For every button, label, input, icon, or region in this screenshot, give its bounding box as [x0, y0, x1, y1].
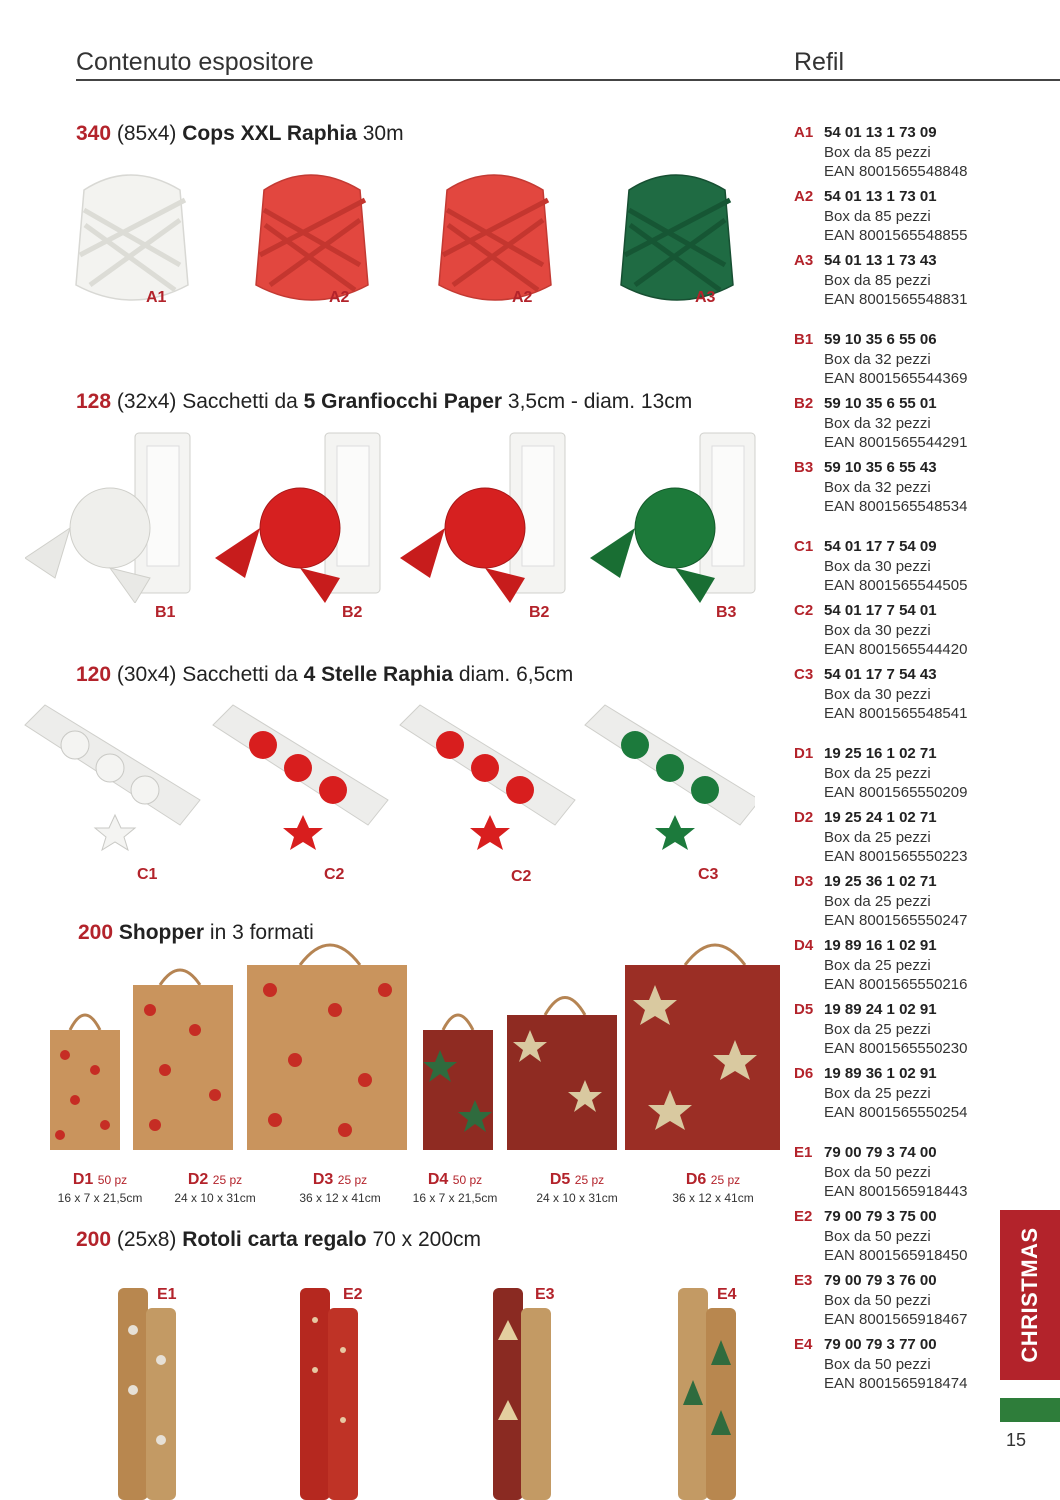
bow-package [400, 433, 565, 603]
refil-box: Box da 25 pezzi [824, 1084, 931, 1102]
product-code: B2 [342, 604, 363, 621]
refil-ean: EAN 8001565550247 [824, 912, 968, 929]
refil-entry [794, 1064, 967, 1123]
refil-ean: EAN 8001565918450 [824, 1247, 968, 1264]
gift-rolls-image [110, 1280, 760, 1500]
shopper-code: D1 [72, 1171, 94, 1188]
bows-image [25, 428, 770, 603]
product-code: C3 [698, 866, 719, 883]
category-tab [1000, 1210, 1060, 1380]
refil-title: Refil [794, 48, 845, 76]
refil-article-number: 54 01 17 7 54 09 [824, 538, 937, 555]
shopper-dimensions: 16 x 7 x 21,5cm [412, 1191, 498, 1205]
product-code: A2 [512, 289, 533, 306]
section-post: 30m [356, 122, 404, 145]
shopper-label [648, 1171, 778, 1205]
shopper-label [390, 1171, 520, 1205]
refil-article-number: 79 00 79 3 75 00 [824, 1208, 937, 1225]
shopper-dimensions: 16 x 7 x 21,5cm [57, 1191, 143, 1205]
section-post: 3,5cm - diam. 13cm [502, 390, 693, 413]
section-title-rolls [76, 1228, 481, 1252]
refil-ean: EAN 8001565550223 [824, 848, 968, 865]
refil-article-number: 19 89 16 1 02 91 [824, 937, 937, 954]
section-pre: (30x4) Sacchetti da [111, 663, 304, 686]
refil-ean: EAN 8001565918443 [824, 1183, 968, 1200]
product-code: E2 [343, 1286, 363, 1303]
refil-article-number: 19 25 24 1 02 71 [824, 809, 937, 826]
gift-roll [300, 1288, 358, 1500]
refil-article-number: 54 01 13 1 73 01 [824, 188, 937, 205]
shopper-bag [133, 970, 233, 1150]
product-code: A1 [146, 289, 167, 306]
refil-entry [794, 665, 967, 724]
product-code: C2 [511, 868, 532, 885]
shopper-code: D6 [685, 1171, 707, 1188]
shopper-code: D5 [549, 1171, 571, 1188]
refil-entry [794, 251, 967, 310]
refil-article-number: 59 10 35 6 55 01 [824, 395, 937, 412]
shopper-dimensions: 24 x 10 x 31cm [174, 1191, 256, 1205]
refil-ean: EAN 8001565548831 [824, 291, 968, 308]
product-code: B2 [529, 604, 550, 621]
gift-roll [493, 1288, 551, 1500]
shopper-quantity: 25 pz [337, 1173, 368, 1187]
refil-ean: EAN 8001565548534 [824, 498, 968, 515]
shopper-bag [50, 1015, 120, 1150]
refil-box: Box da 32 pezzi [824, 478, 931, 496]
refil-article-number: 19 25 16 1 02 71 [824, 745, 937, 762]
refil-code: D1 [794, 745, 814, 762]
section-quantity: 128 [76, 390, 112, 413]
gift-roll [118, 1288, 176, 1500]
raphia-spool [621, 175, 733, 300]
refil-article-number: 54 01 17 7 54 43 [824, 666, 937, 683]
color-bar [1000, 1398, 1060, 1422]
refil-code: A3 [794, 252, 814, 269]
shopper-label [35, 1171, 165, 1205]
refil-code: E3 [794, 1272, 813, 1289]
refil-entry [794, 1207, 967, 1266]
refil-ean: EAN 8001565544505 [824, 577, 968, 594]
refil-box: Box da 30 pezzi [824, 557, 931, 575]
section-product: Cops XXL Raphia [182, 122, 357, 145]
page-title: Contenuto espositore [76, 48, 314, 76]
refil-box: Box da 25 pezzi [824, 1020, 931, 1038]
shopper-label [275, 1171, 405, 1205]
refil-box: Box da 30 pezzi [824, 621, 931, 639]
refil-entry [794, 872, 967, 931]
refil-code: D3 [794, 873, 814, 890]
shopper-label [150, 1171, 280, 1205]
product-code: E3 [535, 1286, 555, 1303]
section-title-stars [76, 663, 573, 687]
refil-article-number: 54 01 17 7 54 01 [824, 602, 937, 619]
refil-entry [794, 187, 967, 246]
shopper-bag [423, 1015, 493, 1150]
section-quantity: 340 [76, 122, 112, 145]
refil-code: B2 [794, 395, 814, 412]
section-product: 5 Granfiocchi Paper [303, 390, 503, 413]
star-package [585, 705, 755, 850]
bow-package [215, 433, 380, 603]
refil-box: Box da 25 pezzi [824, 956, 931, 974]
refil-code: D2 [794, 809, 814, 826]
gift-roll [678, 1288, 736, 1500]
star-package [400, 705, 575, 850]
section-title-bows [76, 390, 692, 414]
refil-box: Box da 85 pezzi [824, 143, 931, 161]
refil-entry [794, 1143, 967, 1202]
refil-code: E4 [794, 1336, 813, 1353]
refil-code: D4 [794, 937, 814, 954]
shopper-code: D2 [187, 1171, 209, 1188]
refil-box: Box da 25 pezzi [824, 892, 931, 910]
section-post: diam. 6,5cm [453, 663, 574, 686]
shopper-dimensions: 36 x 12 x 41cm [672, 1191, 754, 1205]
shopper-quantity: 25 pz [212, 1173, 243, 1187]
shopper-quantity: 50 pz [97, 1173, 128, 1187]
bow-package [25, 433, 190, 603]
refil-box: Box da 32 pezzi [824, 414, 931, 432]
refil-entry [794, 330, 967, 389]
refil-code: B1 [794, 331, 814, 348]
product-code: E1 [157, 1286, 177, 1303]
refil-ean: EAN 8001565548855 [824, 227, 968, 244]
section-product: 4 Stelle Raphia [303, 663, 454, 686]
raphia-spools-image [60, 165, 780, 315]
section-quantity: 200 [78, 921, 114, 944]
refil-article-number: 59 10 35 6 55 43 [824, 459, 937, 476]
refil-code: E2 [794, 1208, 813, 1225]
section-pre: (32x4) Sacchetti da [111, 390, 304, 413]
refil-code: D5 [794, 1001, 814, 1018]
refil-entry [794, 458, 967, 517]
raphia-spool [256, 175, 368, 300]
refil-code: A1 [794, 124, 814, 141]
raphia-spool [76, 175, 188, 300]
refil-entry [794, 123, 967, 182]
refil-ean: EAN 8001565544369 [824, 370, 968, 387]
refil-entry [794, 601, 967, 660]
product-code: E4 [717, 1286, 737, 1303]
shopper-code: D4 [427, 1171, 449, 1188]
refil-box: Box da 25 pezzi [824, 764, 931, 782]
refil-entry [794, 744, 967, 803]
bow-package [590, 433, 755, 603]
refil-box: Box da 50 pezzi [824, 1227, 931, 1245]
refil-entry [794, 1000, 967, 1059]
product-code: C1 [137, 866, 158, 883]
refil-article-number: 79 00 79 3 76 00 [824, 1272, 937, 1289]
refil-article-number: 54 01 13 1 73 09 [824, 124, 937, 141]
section-quantity: 200 [76, 1228, 112, 1251]
shopper-label [512, 1171, 642, 1205]
refil-box: Box da 50 pezzi [824, 1291, 931, 1309]
shopper-bag [507, 998, 617, 1151]
shopper-bag [625, 945, 780, 1150]
refil-ean: EAN 8001565918474 [824, 1375, 968, 1392]
star-package [25, 705, 200, 850]
section-product: Rotoli carta regalo [182, 1228, 367, 1251]
refil-code: C2 [794, 602, 814, 619]
shoppers-image [45, 930, 785, 1160]
refil-ean: EAN 8001565544420 [824, 641, 968, 658]
refil-article-number: 19 89 36 1 02 91 [824, 1065, 937, 1082]
refil-entry [794, 1335, 967, 1394]
raphia-spool [439, 175, 551, 300]
refil-entry [794, 394, 967, 453]
product-code: B3 [716, 604, 737, 621]
section-post: 70 x 200cm [366, 1228, 482, 1251]
shopper-dimensions: 24 x 10 x 31cm [536, 1191, 618, 1205]
refil-ean: EAN 8001565550254 [824, 1104, 968, 1121]
product-code: A3 [695, 289, 716, 306]
refil-box: Box da 32 pezzi [824, 350, 931, 368]
product-code: A2 [329, 289, 350, 306]
shopper-quantity: 25 pz [710, 1173, 741, 1187]
refil-code: A2 [794, 188, 814, 205]
shopper-quantity: 50 pz [452, 1173, 483, 1187]
refil-article-number: 19 25 36 1 02 71 [824, 873, 937, 890]
refil-box: Box da 25 pezzi [824, 828, 931, 846]
refil-entry [794, 936, 967, 995]
refil-ean: EAN 8001565550209 [824, 784, 968, 801]
refil-box: Box da 50 pezzi [824, 1355, 931, 1373]
refil-article-number: 59 10 35 6 55 06 [824, 331, 937, 348]
product-code: B1 [155, 604, 176, 621]
refil-box: Box da 30 pezzi [824, 685, 931, 703]
refil-ean: EAN 8001565544291 [824, 434, 968, 451]
page-number: 15 [1006, 1430, 1027, 1450]
refil-code: C3 [794, 666, 814, 683]
section-pre: (25x8) [111, 1228, 183, 1251]
refil-code: B3 [794, 459, 814, 476]
refil-box: Box da 50 pezzi [824, 1163, 931, 1181]
section-product: Shopper [118, 921, 205, 944]
header-divider [76, 79, 1060, 81]
section-quantity: 120 [76, 663, 112, 686]
refil-ean: EAN 8001565550216 [824, 976, 968, 993]
category-tab-label: CHRISTMAS [1017, 1227, 1042, 1363]
refil-article-number: 79 00 79 3 74 00 [824, 1144, 937, 1161]
refil-entry [794, 537, 967, 596]
stars-image [15, 700, 755, 865]
product-code: C2 [324, 866, 345, 883]
refil-code: D6 [794, 1065, 814, 1082]
refil-box: Box da 85 pezzi [824, 207, 931, 225]
shopper-dimensions: 36 x 12 x 41cm [299, 1191, 381, 1205]
section-title-raphia [76, 122, 404, 146]
section-pre: (85x4) [111, 122, 183, 145]
shopper-quantity: 25 pz [574, 1173, 605, 1187]
refil-article-number: 79 00 79 3 77 00 [824, 1336, 937, 1353]
refil-box: Box da 85 pezzi [824, 271, 931, 289]
refil-ean: EAN 8001565918467 [824, 1311, 968, 1328]
section-post: in 3 formati [204, 921, 314, 944]
refil-article-number: 19 89 24 1 02 91 [824, 1001, 937, 1018]
star-package [213, 705, 388, 850]
shopper-bag [247, 945, 407, 1150]
refil-entry [794, 1271, 967, 1330]
refil-ean: EAN 8001565550230 [824, 1040, 968, 1057]
refil-code: C1 [794, 538, 814, 555]
refil-code: E1 [794, 1144, 813, 1161]
shopper-code: D3 [312, 1171, 334, 1188]
refil-ean: EAN 8001565548848 [824, 163, 968, 180]
refil-article-number: 54 01 13 1 73 43 [824, 252, 937, 269]
refil-entry [794, 808, 967, 867]
refil-ean: EAN 8001565548541 [824, 705, 968, 722]
